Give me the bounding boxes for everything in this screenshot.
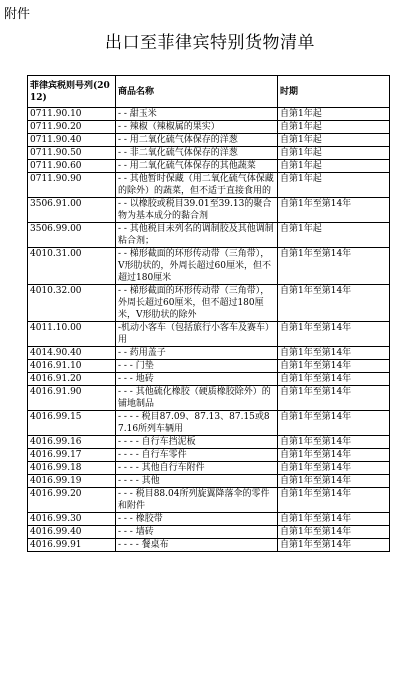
table-row (28, 386, 390, 411)
cell-name: - - 梯形截面的环形传动带（三角带），V形肋状的，外周长超过60厘米，但不超过180厘米 (116, 248, 278, 285)
cell-code: 4011.10.00 (28, 322, 116, 347)
cell-name: - - 用二氧化硫气体保存的其他蔬菜 (116, 160, 278, 173)
cell-period: 自第1年至第14年 (278, 347, 390, 360)
cell-name: - - 辣椒（辣椒属的果实） (116, 121, 278, 134)
table-row (28, 539, 390, 552)
cell-period: 自第1年起 (278, 223, 390, 248)
cell-code: 0711.90.90 (28, 173, 116, 198)
cell-name: - - 其他暂时保藏（用二氧化硫气体保藏的除外）的蔬菜，但不适于直接食用的 (116, 173, 278, 198)
table-row (28, 173, 390, 198)
cell-name: - - - 地砖 (116, 373, 278, 386)
cell-code: 4016.99.18 (28, 462, 116, 475)
cell-code: 0711.90.60 (28, 160, 116, 173)
goods-table (27, 75, 390, 552)
table-row (28, 248, 390, 285)
cell-code: 4016.99.20 (28, 488, 116, 513)
cell-name: - - - - 餐桌布 (116, 539, 278, 552)
cell-period: 自第1年至第14年 (278, 526, 390, 539)
table-row (28, 347, 390, 360)
table-row (28, 449, 390, 462)
cell-period: 自第1年至第14年 (278, 539, 390, 552)
cell-code: 4016.99.40 (28, 526, 116, 539)
cell-code: 0711.90.20 (28, 121, 116, 134)
cell-code: 0711.90.40 (28, 134, 116, 147)
cell-period: 自第1年至第14年 (278, 411, 390, 436)
cell-code: 4016.91.90 (28, 386, 116, 411)
cell-period: 自第1年至第14年 (278, 360, 390, 373)
table-row (28, 526, 390, 539)
cell-name: - - 以橡胶或税目39.01至39.13的聚合物为基本成分的黏合剂 (116, 198, 278, 223)
cell-period: 自第1年至第14年 (278, 248, 390, 285)
cell-name: - - - - 自行车挡泥板 (116, 436, 278, 449)
table-row (28, 108, 390, 121)
cell-period: 自第1年至第14年 (278, 462, 390, 475)
cell-period: 自第1年至第14年 (278, 436, 390, 449)
cell-name: - - 用二氧化硫气体保存的洋葱 (116, 134, 278, 147)
table-row (28, 513, 390, 526)
cell-name: - - 甜玉米 (116, 108, 278, 121)
column-header-period: 时期 (278, 76, 390, 108)
page-title: 出口至菲律宾特别货物清单 (105, 33, 315, 53)
cell-name: - - - - 其他自行车附件 (116, 462, 278, 475)
cell-period: 自第1年至第14年 (278, 322, 390, 347)
cell-name: - - - 其他硫化橡胶（硬质橡胶除外）的铺地制品 (116, 386, 278, 411)
cell-period: 自第1年起 (278, 160, 390, 173)
cell-code: 4010.31.00 (28, 248, 116, 285)
cell-code: 4016.91.20 (28, 373, 116, 386)
table-row (28, 322, 390, 347)
table-row (28, 436, 390, 449)
table-row (28, 285, 390, 322)
cell-period: 自第1年至第14年 (278, 373, 390, 386)
cell-code: 0711.90.50 (28, 147, 116, 160)
cell-code: 4014.90.40 (28, 347, 116, 360)
cell-period: 自第1年至第14年 (278, 198, 390, 223)
table-row (28, 198, 390, 223)
cell-name: - - 非二氧化硫气体保存的洋葱 (116, 147, 278, 160)
cell-code: 3506.91.00 (28, 198, 116, 223)
cell-period: 自第1年起 (278, 173, 390, 198)
cell-code: 4016.99.15 (28, 411, 116, 436)
cell-code: 4016.91.10 (28, 360, 116, 373)
cell-name: - - - 门垫 (116, 360, 278, 373)
cell-period: 自第1年至第14年 (278, 449, 390, 462)
cell-code: 3506.99.00 (28, 223, 116, 248)
cell-period: 自第1年至第14年 (278, 386, 390, 411)
cell-period: 自第1年至第14年 (278, 513, 390, 526)
table-row (28, 411, 390, 436)
cell-period: 自第1年起 (278, 134, 390, 147)
cell-code: 4016.99.16 (28, 436, 116, 449)
cell-name: - - - - 自行车零件 (116, 449, 278, 462)
table-row (28, 462, 390, 475)
cell-name: - - 药用盖子 (116, 347, 278, 360)
cell-code: 4016.99.19 (28, 475, 116, 488)
table-row (28, 160, 390, 173)
cell-code: 4010.32.00 (28, 285, 116, 322)
cell-name: - - - 墙砖 (116, 526, 278, 539)
table-row (28, 121, 390, 134)
column-header-name: 商品名称 (116, 76, 278, 108)
table-row (28, 475, 390, 488)
cell-name: - - 梯形截面的环形传动带（三角带），外周长超过60厘米，但不超过180厘米，V形肋状的除外 (116, 285, 278, 322)
cell-name: - - - - 其他 (116, 475, 278, 488)
table-row (28, 488, 390, 513)
cell-name: - - - 税目88.04所列旋翼降落伞的零件和附件 (116, 488, 278, 513)
table-row (28, 134, 390, 147)
cell-period: 自第1年至第14年 (278, 488, 390, 513)
cell-code: 4016.99.30 (28, 513, 116, 526)
column-header-code: 菲律宾税则号列(2012) (28, 76, 116, 108)
cell-name: - - - - 税目87.09、87.13、87.15或87.16所列车辆用 (116, 411, 278, 436)
cell-name: -机动小客车（包括旅行小客车及赛车）用 (116, 322, 278, 347)
cell-period: 自第1年至第14年 (278, 285, 390, 322)
cell-code: 4016.99.17 (28, 449, 116, 462)
cell-name: - - - 橡胶带 (116, 513, 278, 526)
attachment-label: 附件 (4, 7, 31, 22)
cell-period: 自第1年起 (278, 147, 390, 160)
cell-period: 自第1年起 (278, 108, 390, 121)
cell-code: 4016.99.91 (28, 539, 116, 552)
table-row (28, 223, 390, 248)
cell-period: 自第1年至第14年 (278, 475, 390, 488)
cell-code: 0711.90.10 (28, 108, 116, 121)
table-row (28, 373, 390, 386)
cell-name: - - 其他税目未列名的调制胶及其他调制粘合剂； (116, 223, 278, 248)
cell-period: 自第1年起 (278, 121, 390, 134)
table-row (28, 147, 390, 160)
table-header-row (28, 76, 390, 108)
table-row (28, 360, 390, 373)
